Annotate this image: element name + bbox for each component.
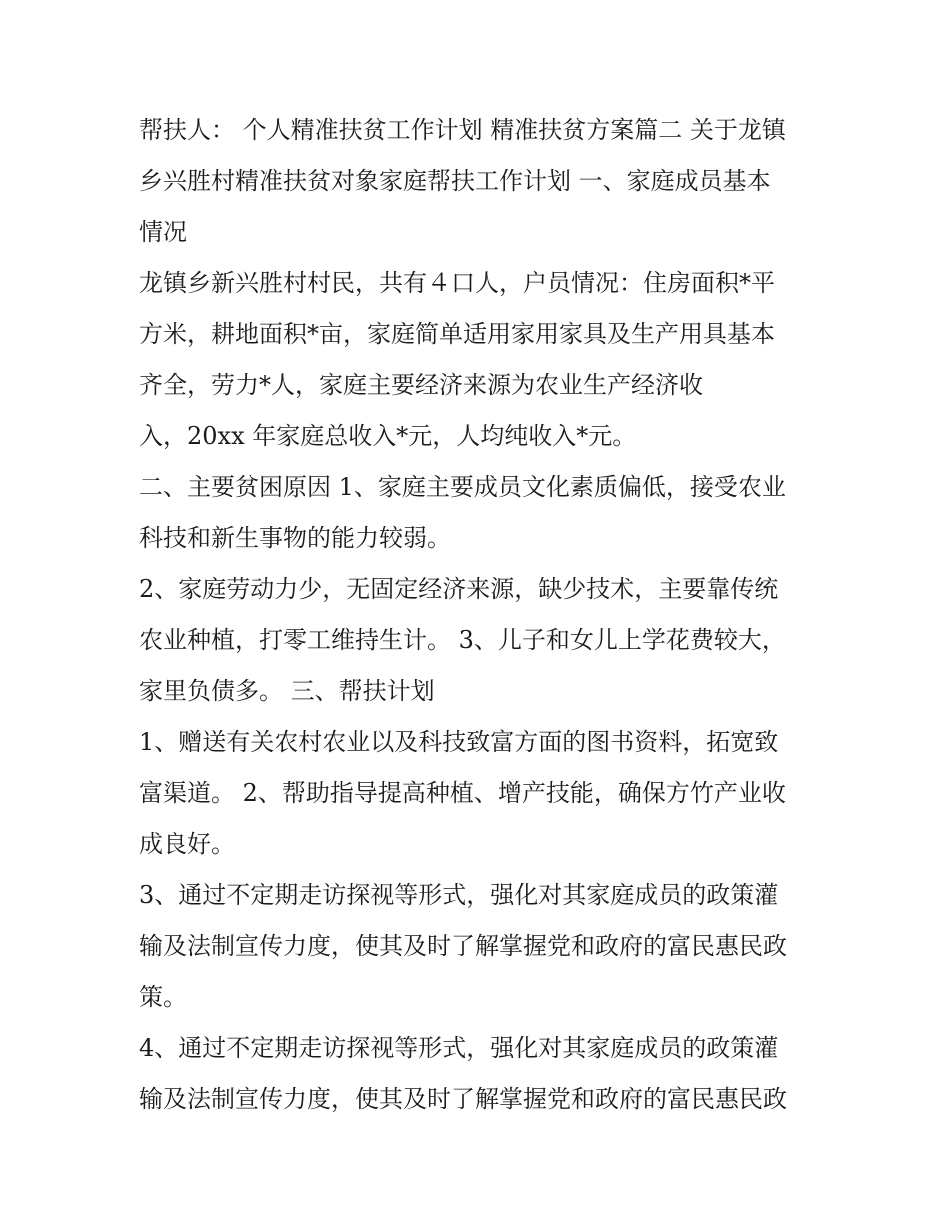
text-line: 输及法制宣传力度，使其及时了解掌握党和政府的富民惠民政 (139, 1085, 787, 1113)
text-line: 龙镇乡新兴胜村村民，共有４口人，户员情况：住房面积*平 (139, 269, 775, 297)
text-line: 二、主要贫困原因 1、家庭主要成员文化素质偏低，接受农业 (139, 473, 786, 501)
text-line: 成良好。 (139, 830, 235, 858)
text-line: 科技和新生事物的能力较弱。 (139, 524, 451, 552)
text-line: 3、通过不定期走访探视等形式，强化对其家庭成员的政策灌 (139, 881, 779, 909)
document-body (139, 105, 819, 1125)
text-line: 入，20xx 年家庭总收入*元，人均纯收入*元。 (139, 422, 637, 450)
text-line: 情况 (139, 218, 187, 246)
text-line: 1、赠送有关农村农业以及科技致富方面的图书资料，拓宽致 (139, 728, 779, 756)
text-line: 齐全，劳力*人，家庭主要经济来源为农业生产经济收 (139, 371, 703, 399)
text-line: 乡兴胜村精准扶贫对象家庭帮扶工作计划 一、家庭成员基本 (139, 167, 771, 195)
text-line: 富渠道。 2、帮助指导提高种植、增产技能，确保方竹产业收 (139, 779, 786, 807)
text-line: 方米，耕地面积*亩，家庭简单适用家用家具及生产用具基本 (139, 320, 775, 348)
text-line: 帮扶人： 个人精准扶贫工作计划 精准扶贫方案篇二 关于龙镇 (139, 116, 786, 144)
text-line: 2、家庭劳动力少，无固定经济来源，缺少技术，主要靠传统 (139, 575, 779, 603)
text-line: 家里负债多。 三、帮扶计划 (139, 677, 435, 705)
text-line: 输及法制宣传力度，使其及时了解掌握党和政府的富民惠民政 (139, 932, 787, 960)
text-line: 策。 (139, 983, 187, 1011)
text-line: 4、通过不定期走访探视等形式，强化对其家庭成员的政策灌 (139, 1034, 779, 1062)
text-line: 农业种植，打零工维持生计。 3、儿子和女儿上学花费较大， (139, 626, 786, 654)
